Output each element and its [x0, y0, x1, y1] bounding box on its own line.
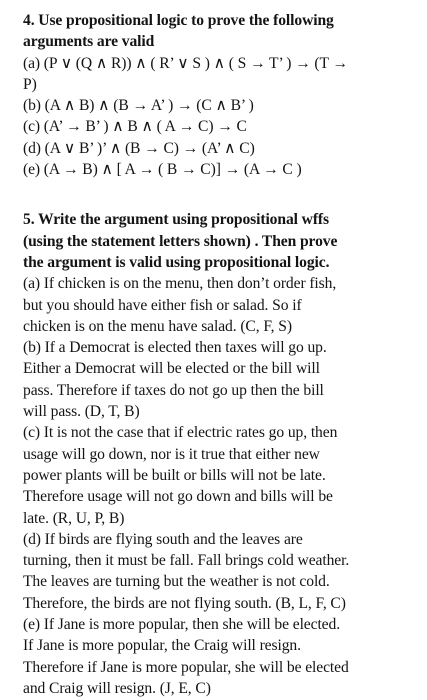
- q5-item-c-line: late. (R, U, P, B): [23, 509, 125, 527]
- q5-item-e-line: and Craig will resign. (J, E, C): [23, 679, 211, 697]
- q5-item-d-line: turning, then it must be fall. Fall brings cold weather.: [23, 552, 350, 570]
- q4-heading-line: 4. Use propositional logic to prove the following: [23, 12, 334, 29]
- q4-item-a-line: P): [23, 75, 37, 93]
- q4-item-b: (b) (A ∧ B) ∧ (B → A’ ) → (C ∧ B’ ): [23, 97, 254, 115]
- q4-item-c: (c) (A’ → B’ ) ∧ B ∧ ( A → C) → C: [23, 118, 247, 136]
- q5-heading-line: 5. Write the argument using propositional wffs: [23, 211, 329, 229]
- q5-item-e-line: If Jane is more popular, the Craig will resign.: [23, 637, 301, 655]
- q5-item-a-line: (a) If chicken is on the menu, then don’t order fish,: [23, 275, 337, 293]
- q5-heading-line: (using the statement letters shown) . Then prove: [23, 232, 338, 250]
- q5-item-c-line: usage will go down, nor is it true that either new: [23, 445, 320, 463]
- q5-item-e-line: Therefore if Jane is more popular, she will be elected: [23, 658, 349, 676]
- q5-item-b-line: will pass. (D, T, B): [23, 403, 140, 421]
- q5-item-d-line: (d) If birds are flying south and the leaves are: [23, 530, 303, 548]
- q5-item-b-line: Either a Democrat will be elected or the bill will: [23, 360, 320, 378]
- q4-item-a-line: (a) (P ∨ (Q ∧ R)) ∧ ( R’ ∨ S ) ∧ ( S → T’ ) → (T →: [23, 54, 348, 72]
- question-4: [23, 10, 413, 180]
- q4-heading-line: arguments are valid: [23, 33, 155, 51]
- q4-item-d: (d) (A ∨ B’ )’ ∧ (B → C) → (A’ ∧ C): [23, 139, 255, 157]
- q5-item-c-line: power plants will be built or bills will not be late.: [23, 466, 326, 484]
- q5-item-d-line: The leaves are turning but the weather is not cold.: [23, 573, 330, 591]
- q5-heading-line: the argument is valid using propositional logic.: [23, 253, 330, 271]
- q5-item-a-line: but you should have either fish or salad. So if: [23, 296, 302, 314]
- section-gap: [23, 180, 413, 209]
- q5-item-c-line: (c) It is not the case that if electric rates go up, then: [23, 424, 338, 442]
- q5-item-c-line: Therefore usage will not go down and bills will be: [23, 488, 333, 506]
- q4-item-e: (e) (A → B) ∧ [ A → ( B → C)] → (A → C ): [23, 161, 302, 179]
- q5-item-d-line: Therefore, the birds are not flying south. (B, L, F, C): [23, 594, 346, 612]
- q5-item-e-line: (e) If Jane is more popular, then she will be elected.: [23, 616, 340, 634]
- question-5: [23, 209, 413, 699]
- q5-item-a-line: chicken is on the menu have salad. (C, F, S): [23, 317, 292, 335]
- q5-item-b-line: pass. Therefore if taxes do not go up then the bill: [23, 381, 324, 399]
- q5-item-b-line: (b) If a Democrat is elected then taxes will go up.: [23, 339, 327, 357]
